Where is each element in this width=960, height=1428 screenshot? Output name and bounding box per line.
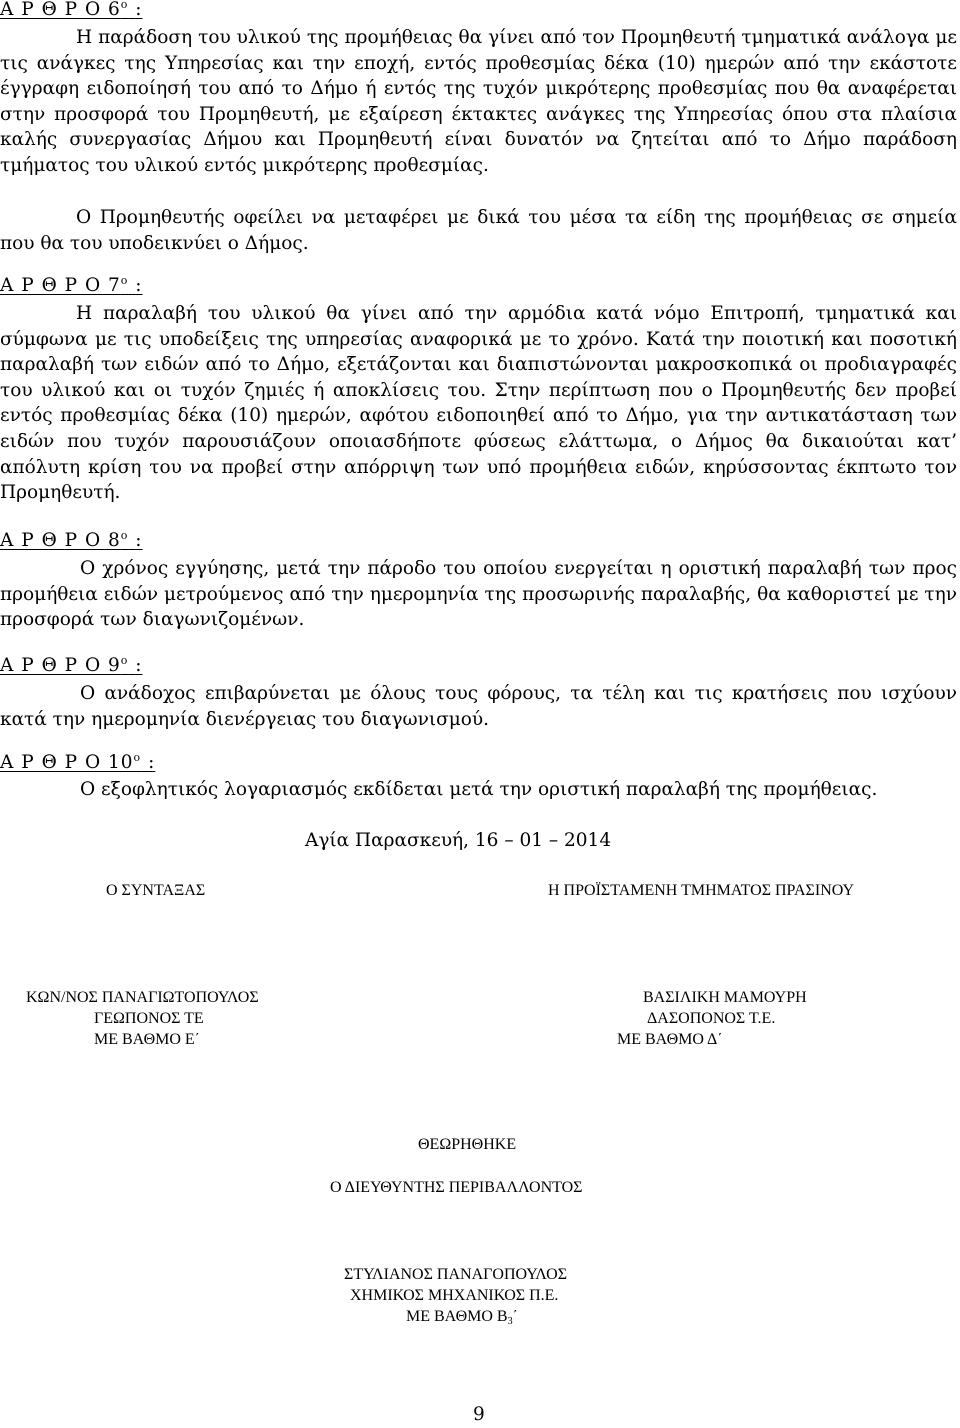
director-signature-block bbox=[344, 1264, 567, 1327]
director-title: ΧΗΜΙΚΟΣ ΜΗΧΑΝΙΚΟΣ Π.Ε. bbox=[350, 1287, 559, 1304]
director-role: Ο ΔΙΕΥΘΥΝΤΗΣ ΠΕΡΙΒΑΛΛΟΝΤΟΣ bbox=[330, 1179, 583, 1196]
page-number: 9 bbox=[473, 1404, 485, 1425]
director-grade: ΜΕ ΒΑΘΜΟ Β3΄ bbox=[406, 1308, 518, 1327]
article-8-paragraph-1: Ο χρόνος εγγύησης, μετά την πάροδο του οποίου ενεργείται η οριστική παραλαβή των προς προμήθεια ειδών μετρούμενος από την ημερομηνία της προσωρινής παραλαβής, θα καθοριστεί με την προσφορά των διαγωνιζομένων. bbox=[0, 558, 957, 631]
author-grade: ΜΕ ΒΑΘΜΟ Ε΄ bbox=[94, 1031, 201, 1048]
article-7-paragraph-1: Η παραλαβή του υλικού θα γίνει από την αρμόδια κατά νόμο Επιτροπή, τμηματικά και σύμφωνα με τις υποδείξεις της υπηρεσίας αναφορικά με το χρόνο. Κατά την ποιοτική και ποσοτική παραλαβή των ειδών από το Δήμο, εξετάζονται και διαπιστώνονται μακροσκοπικά οι προδιαγραφές του υλικού και οι τυχόν ζημιές ή αποκλίσεις του. Στην περίπτωση που ο Προμηθευτής δεν προβεί εντός προθεσμίας δέκα (10) ημερών, αφότου ειδοποιηθεί από το Δήμο, για την αντικατάσταση των ειδών που τυχόν παρουσιάζουν οποιασδήποτε φύσεως ελάττωμα, ο Δήμος θα δικαιούται κατ’ απόλυτη κρίση του να προβεί στην απόρριψη των υπό προμήθεια ειδών, κηρύσσοντας έκπτωτο τον Προμηθευτή. bbox=[0, 303, 957, 504]
article-10-paragraph-1: Ο εξοφλητικός λογαριασμός εκδίδεται μετά την οριστική παραλαβή της προμήθειας. bbox=[80, 779, 878, 800]
article-6-paragraph-1: Η παράδοση του υλικού της προμήθειας θα γίνει από τον Προμηθευτή τμηματικά ανάλογα με τις ανάγκες της Υπηρεσίας και την εποχή, εντός προθεσμίας δέκα (10) ημερών από την εκάστοτε έγγραφη ειδοποίησή του από το Δήμο ή εντός της τυχόν μικρότερης προθεσμίας που θα αναφέρεται στην προσφορά του Προμηθευτή, με εξαίρεση έκτακτες ανάγκες της Υπηρεσίας όπου στα πλαίσια καλής συνεργασίας Δήμου και Προμηθευτή είναι δυνατόν να ζητείται από το Δήμο παράδοση τμήματος του υλικού εντός μικρότερης προθεσμίας. bbox=[0, 27, 957, 176]
author-signature-block bbox=[26, 987, 259, 1050]
article-9-heading: Α Ρ Θ Ρ Ο $9^o$ : bbox=[0, 654, 143, 676]
article-6-paragraph-2: Ο Προμηθευτής οφείλει να μεταφέρει με δικά του μέσα τα είδη της προμήθειας σε σημεία που θα του υποδεικνύει ο Δήμος. bbox=[0, 207, 957, 254]
article-9-paragraph-1: Ο ανάδοχος επιβαρύνεται με όλους τους φόρους, τα τέλη και τις κρατήσεις που ισχύουν κατά την ημερομηνία διενέργειας του διαγωνισμού. bbox=[0, 683, 957, 730]
article-10-heading: Α Ρ Θ Ρ Ο $10^o$ : bbox=[0, 751, 156, 773]
head-grade: ΜΕ ΒΑΘΜΟ Δ΄ bbox=[617, 1031, 723, 1048]
author-name: ΚΩΝ/ΝΟΣ ΠΑΝΑΓΙΩΤΟΠΟΥΛΟΣ bbox=[26, 989, 259, 1006]
director-name: ΣΤΥΛΙΑΝΟΣ ΠΑΝΑΓΟΠΟΥΛΟΣ bbox=[344, 1266, 567, 1283]
article-7-heading: Α Ρ Θ Ρ Ο $7^o$ : bbox=[0, 274, 143, 296]
head-title: ΔΑΣΟΠΟΝΟΣ Τ.Ε. bbox=[647, 1010, 776, 1027]
head-signature-block bbox=[617, 987, 807, 1050]
article-6-heading: Α Ρ Θ Ρ Ο $6^o$ : bbox=[0, 0, 143, 20]
head-of-department-role: Η ΠΡΟΪΣΤΑΜΕΝΗ ΤΜΗΜΑΤΟΣ ΠΡΑΣΙΝΟΥ bbox=[548, 882, 855, 899]
article-8-heading: Α Ρ Θ Ρ Ο $8^o$ : bbox=[0, 529, 143, 551]
seen-label: ΘΕΩΡΗΘΗΚΕ bbox=[418, 1136, 517, 1153]
author-role: Ο ΣΥΝΤΑΞΑΣ bbox=[106, 882, 206, 899]
head-name: ΒΑΣΙΛΙΚΗ ΜΑΜΟΥΡΗ bbox=[643, 989, 807, 1006]
author-title: ΓΕΩΠΟΝΟΣ ΤΕ bbox=[94, 1010, 204, 1027]
date-line: Αγία Παρασκευή, 16 – 01 – 2014 bbox=[305, 830, 612, 851]
